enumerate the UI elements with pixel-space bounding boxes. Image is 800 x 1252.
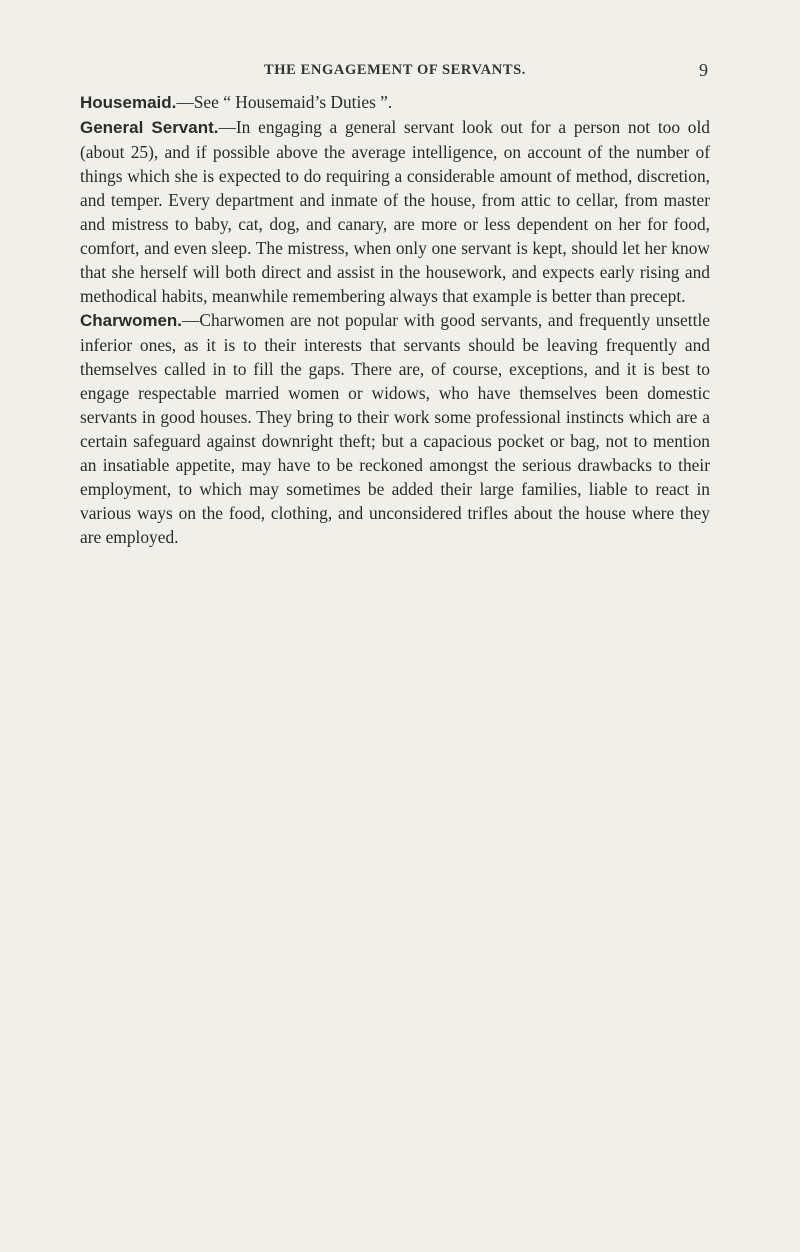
book-page: [80, 60, 710, 549]
entry-text: —In engaging a general servant look out for a person not too old (about 25), and if possible above the average intelligence, on account of the number of things which she is expected to do requiring a considerable amount of method, discretion, and temper. Every department and inmate of the house, from attic to cellar, from master and mistress to baby, cat, dog, and canary, are more or less dependent on her for food, comfort, and even sleep. The mistress, when only one servant is kept, should let her know that she herself will both direct and assist in the housework, and expects early rising and methodical habits, meanwhile remembering always that example is better than precept.: [80, 117, 710, 306]
entry-housemaid: [80, 90, 710, 115]
entry-heading: Charwomen.: [80, 311, 183, 330]
entry-charwomen: [80, 308, 710, 549]
page-number: 9: [699, 60, 708, 80]
running-head: [80, 60, 710, 84]
entry-heading: Housemaid.: [80, 93, 177, 112]
entry-text: —Charwomen are not popular with good servants, and frequently unsettle inferior ones, as it is to their interests that servants should be leaving frequently and themselves called in to fill the gaps. There are, of course, exceptions, and it is best to engage respectable married women or widows, who have themselves been domestic servants in good houses. They bring to their work some professional instincts which are a certain safeguard against downright theft; but a capacious pocket or bag, not to mention an insatiable appetite, may have to be reckoned amongst the serious drawbacks to their employment, to which may sometimes be added their large families, liable to react in various ways on the food, clothing, and unconsidered trifles about the house where they are employed.: [80, 310, 710, 547]
entry-general-servant: [80, 115, 710, 308]
entry-heading: General Servant.: [80, 118, 219, 137]
running-title: THE ENGAGEMENT OF SERVANTS.: [264, 62, 526, 78]
entry-text: —See “ Housemaid’s Duties ”.: [176, 92, 393, 112]
